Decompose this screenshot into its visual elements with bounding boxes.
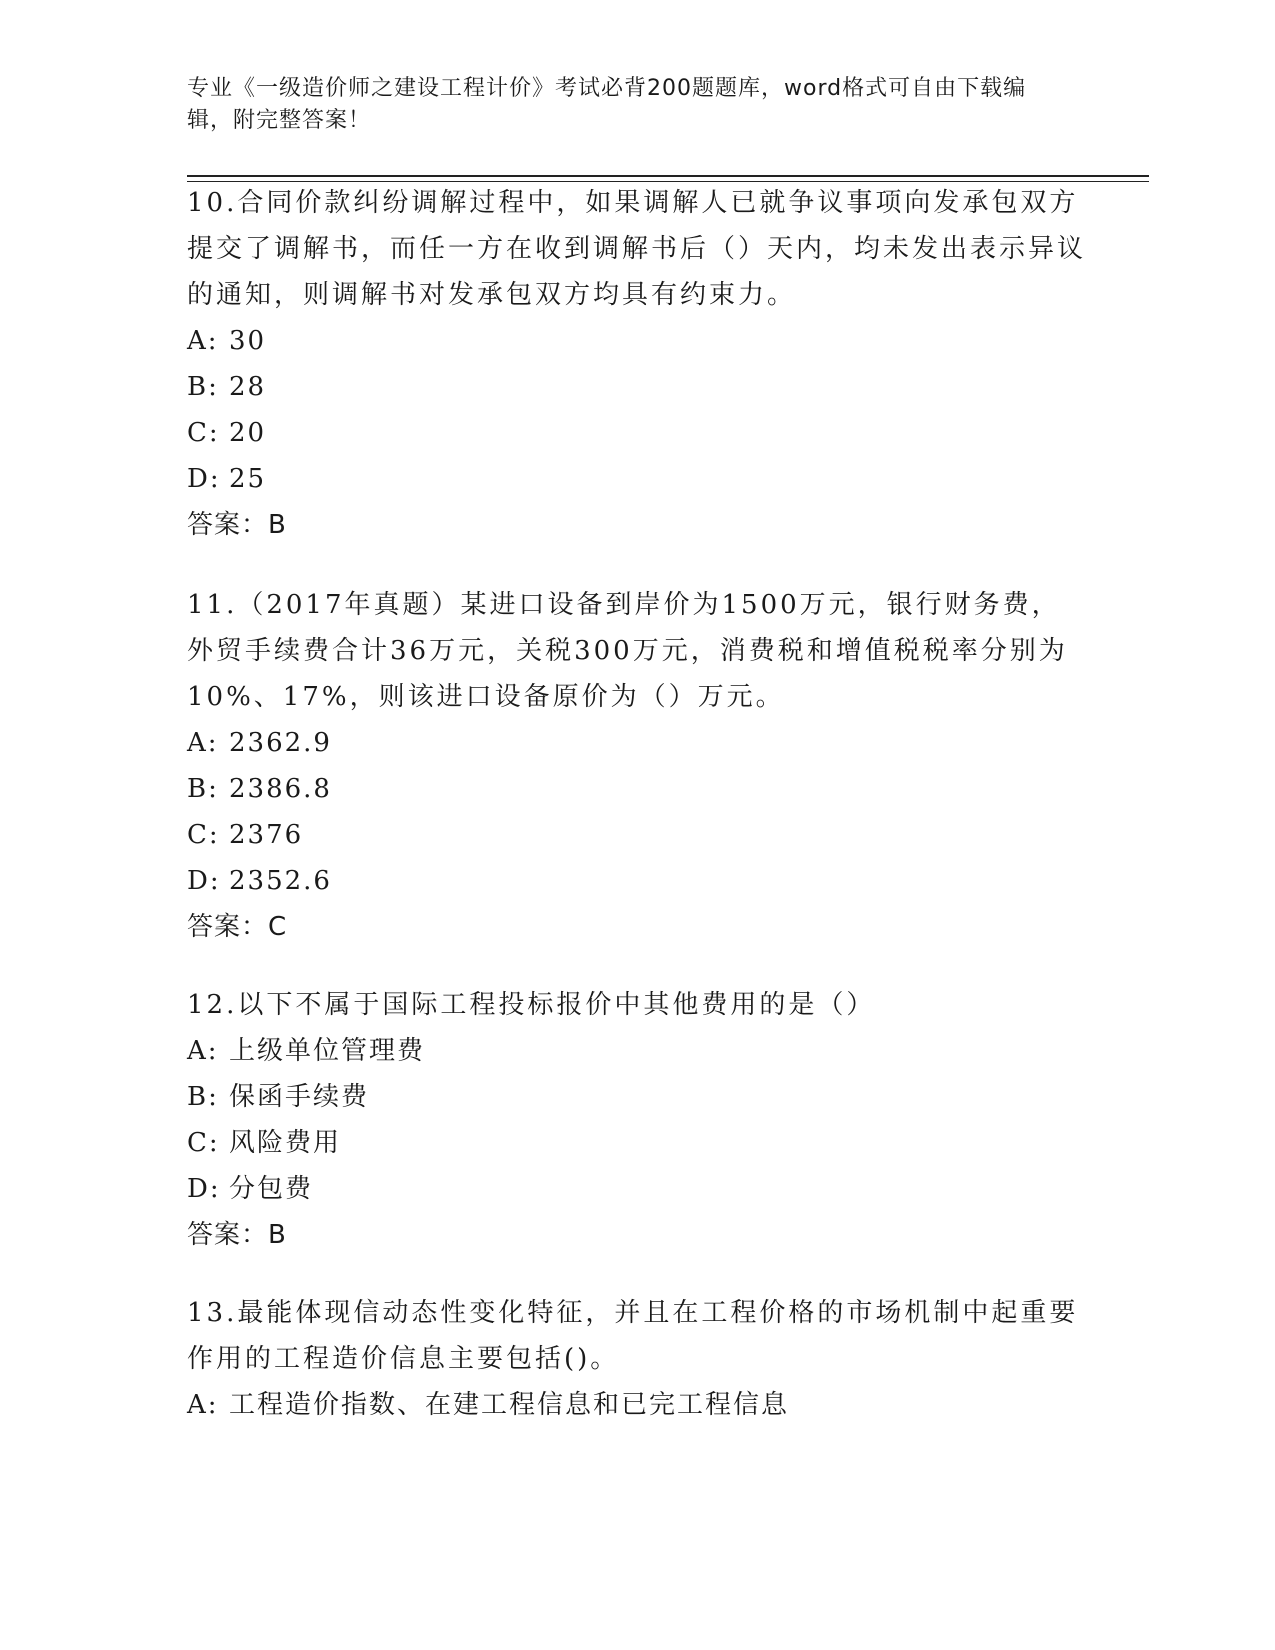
option-letter: D:: [187, 866, 221, 896]
option-text: 保函手续费: [229, 1082, 370, 1112]
option-text: 2362.9: [229, 728, 332, 758]
answer-line: 答案：B: [187, 510, 287, 540]
option-letter: C:: [187, 820, 220, 850]
question-11: [187, 582, 1087, 950]
option-a: [187, 1382, 1087, 1428]
answer-line: 答案：C: [187, 912, 288, 942]
question-stem: 10.合同价款纠纷调解过程中，如果调解人已就争议事项向发承包双方提交了调解书，而任一方在收到调解书后（）天内，均未发出表示异议的通知，则调解书对发承包双方均具有约束力。: [187, 188, 1087, 310]
option-text: 分包费: [229, 1174, 314, 1204]
option-text: 25: [229, 464, 267, 494]
option-text: 工程造价指数、在建工程信息和已完工程信息: [229, 1390, 790, 1420]
option-a: [187, 720, 1087, 766]
option-text: 30: [229, 326, 267, 356]
option-d: [187, 456, 1087, 502]
option-letter: A:: [187, 728, 219, 758]
option-letter: D:: [187, 1174, 221, 1204]
option-d: [187, 858, 1087, 904]
option-letter: C:: [187, 1128, 220, 1158]
option-text: 上级单位管理费: [229, 1036, 426, 1066]
option-text: 2352.6: [229, 866, 332, 896]
option-a: [187, 318, 1087, 364]
option-text: 风险费用: [229, 1128, 342, 1158]
question-10: [187, 180, 1087, 548]
question-12: [187, 982, 1087, 1258]
option-c: [187, 812, 1087, 858]
option-d: [187, 1166, 1087, 1212]
option-letter: A:: [187, 1390, 219, 1420]
option-letter: B:: [187, 1082, 219, 1112]
answer-line: 答案：B: [187, 1220, 287, 1250]
option-b: [187, 1074, 1087, 1120]
question-stem: 13.最能体现信动态性变化特征，并且在工程价格的市场机制中起重要作用的工程造价信息主要包括()。: [187, 1298, 1079, 1374]
option-b: [187, 766, 1087, 812]
option-text: 2376: [229, 820, 304, 850]
option-letter: D:: [187, 464, 221, 494]
option-letter: B:: [187, 774, 219, 804]
option-text: 2386.8: [229, 774, 332, 804]
question-13: [187, 1290, 1087, 1428]
option-letter: B:: [187, 372, 219, 402]
option-text: 20: [229, 418, 267, 448]
option-a: [187, 1028, 1087, 1074]
question-stem: 11.（2017年真题）某进口设备到岸价为1500万元，银行财务费，外贸手续费合计36万元，关税300万元，消费税和增值税税率分别为10%、17%，则该进口设备原价为（）万元。: [187, 590, 1068, 712]
question-stem: 12.以下不属于国际工程投标报价中其他费用的是（）: [187, 990, 876, 1020]
option-c: [187, 1120, 1087, 1166]
document-header: 专业《一级造价师之建设工程计价》考试必背200题题库，word格式可自由下载编辑，附完整答案！: [187, 76, 1027, 133]
option-letter: A:: [187, 326, 219, 356]
option-b: [187, 364, 1087, 410]
header-divider-thick: [187, 175, 1149, 177]
option-text: 28: [229, 372, 267, 402]
option-c: [187, 410, 1087, 456]
option-letter: C:: [187, 418, 220, 448]
option-letter: A:: [187, 1036, 219, 1066]
